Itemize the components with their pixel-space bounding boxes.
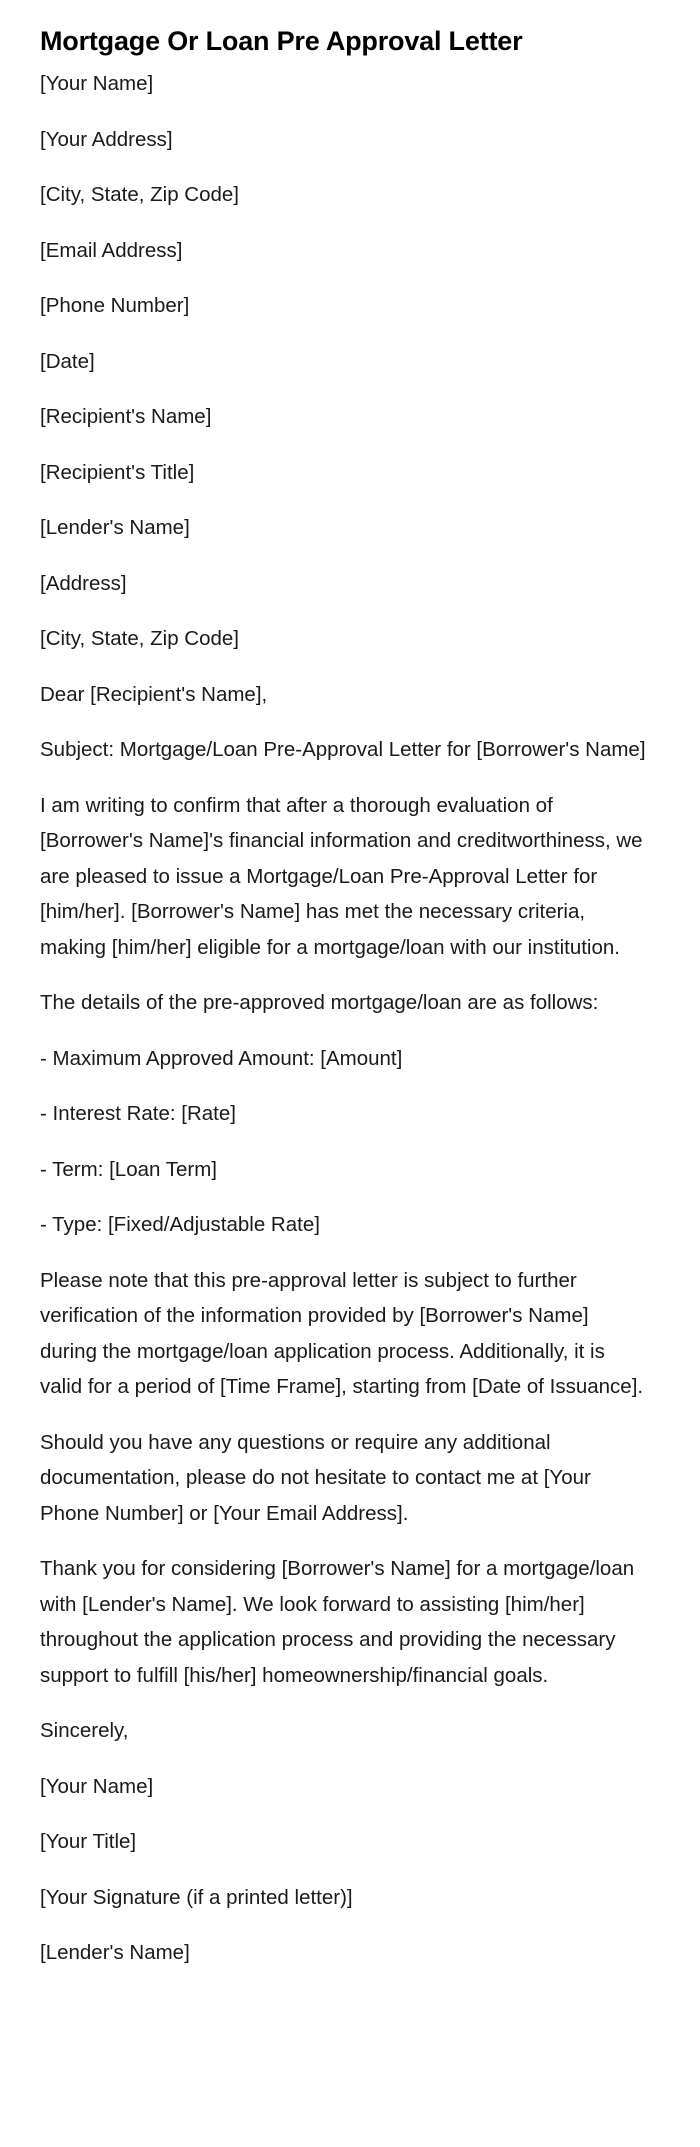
- letter-date: [Date]: [40, 349, 95, 373]
- sender-name: [Your Name]: [40, 72, 154, 95]
- detail-term: - Term: [Loan Term]: [40, 1157, 217, 1181]
- letter-title: Mortgage Or Loan Pre Approval Letter: [40, 26, 523, 56]
- sender-phone: [Phone Number]: [40, 294, 190, 317]
- signer-name: [Your Name]: [40, 1774, 154, 1798]
- body-paragraph-details-intro: The details of the pre-approved mortgage/loan are as follows:: [40, 991, 599, 1014]
- signer-lender-name: [Lender's Name]: [40, 1941, 190, 1964]
- sender-city-state-zip: [City, State, Zip Code]: [40, 183, 240, 206]
- body-paragraph-verification: Please note that this pre-approval letter is subject to further verification of the information provided by [Borrower's Name] during the mortgage/loan application process. Additionally, it is valid for a period of [Time Frame], starting from [Date of Issuance].: [40, 1268, 644, 1398]
- detail-type: - Type: [Fixed/Adjustable Rate]: [40, 1213, 320, 1236]
- sender-address: [Your Address]: [40, 127, 173, 151]
- detail-max-amount: - Maximum Approved Amount: [Amount]: [40, 1046, 403, 1070]
- subject-line: Subject: Mortgage/Loan Pre-Approval Letter for [Borrower's Name]: [40, 738, 646, 761]
- closing: Sincerely,: [40, 1719, 129, 1742]
- signer-title: [Your Title]: [40, 1830, 137, 1853]
- signature-line: [Your Signature (if a printed letter)]: [40, 1885, 353, 1909]
- detail-interest-rate: - Interest Rate: [Rate]: [40, 1102, 236, 1125]
- recipient-title: [Recipient's Title]: [40, 460, 195, 484]
- recipient-name: [Recipient's Name]: [40, 405, 212, 428]
- lender-name: [Lender's Name]: [40, 516, 190, 539]
- body-paragraph-confirmation: I am writing to confirm that after a thorough evaluation of [Borrower's Name]'s financial information and creditworthiness, we are pleased to issue a Mortgage/Loan Pre-Approval Letter for [him/her]. [Borrower's Name] has met the necessary criteria, making [him/her] eligible for a mortgage/loan with our institution.: [40, 793, 643, 959]
- recipient-address: [Address]: [40, 571, 127, 595]
- salutation: Dear [Recipient's Name],: [40, 682, 268, 706]
- sender-email: [Email Address]: [40, 238, 183, 262]
- body-paragraph-thanks: Thank you for considering [Borrower's Name] for a mortgage/loan with [Lender's Name]. We look forward to assisting [him/her] throughout the application process and providing the necessary support to fulfill [his/her] homeownership/financial goals.: [40, 1557, 635, 1687]
- body-paragraph-contact: Should you have any questions or require any additional documentation, please do not hesitate to contact me at [Your Phone Number] or [Your Email Address].: [40, 1430, 591, 1525]
- recipient-city-state-zip: [City, State, Zip Code]: [40, 627, 240, 650]
